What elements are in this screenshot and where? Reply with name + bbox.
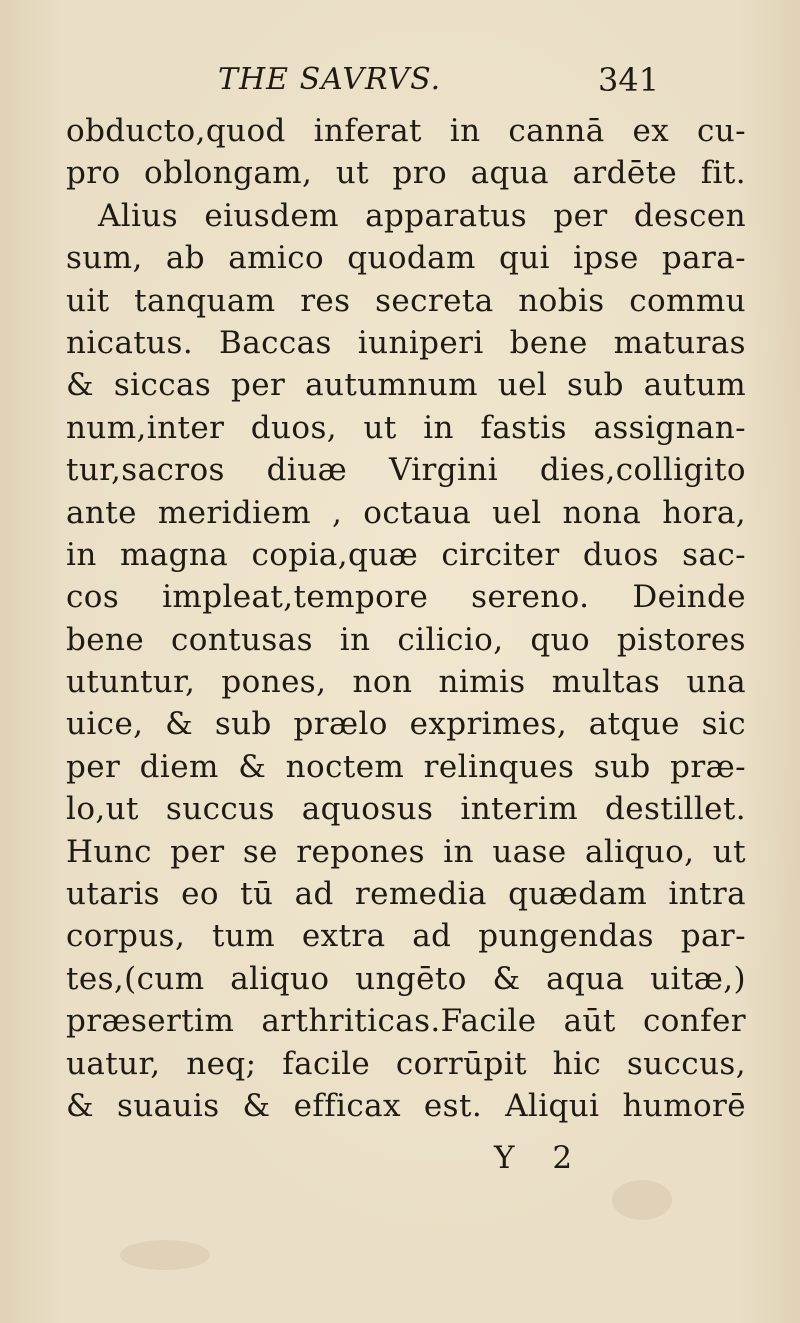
- text-line: bene contusas in cilicio, quo pistores: [66, 621, 746, 658]
- text-line: Hunc per se repones in uase aliquo, ut: [66, 833, 746, 870]
- text-line: uice, & sub prælo exprimes, atque sic: [66, 706, 746, 743]
- signature-mark: Y 2: [494, 1140, 587, 1176]
- text-line: uatur, neq; facile corrūpit hic succus,: [66, 1045, 746, 1082]
- page-number: 341: [598, 61, 660, 99]
- text-line: & siccas per autumnum uel sub autum: [66, 367, 746, 404]
- text-line: ante meridiem , octaua uel nona hora,: [66, 494, 746, 531]
- page-header: [0, 62, 800, 102]
- paper-stain: [612, 1180, 672, 1220]
- text-line: tes,(cum aliquo ungēto & aqua uitæ,): [66, 960, 746, 997]
- text-line: uit tanquam res secreta nobis commu: [66, 282, 746, 319]
- text-line: præsertim arthriticas.Facile aūt confer: [66, 1003, 746, 1040]
- text-line: sum, ab amico quodam qui ipse para-: [66, 240, 746, 277]
- text-line: utuntur, pones, non nimis multas una: [66, 664, 746, 701]
- text-line: Alius eiusdem apparatus per descen: [98, 197, 746, 234]
- text-line: lo,ut succus aquosus interim destillet.: [66, 791, 746, 828]
- text-line: obducto,quod inferat in cannā ex cu-: [66, 113, 746, 149]
- text-line: cos impleat,tempore sereno. Deinde: [66, 579, 746, 616]
- text-line: utaris eo tū ad remedia quædam intra: [66, 876, 746, 913]
- text-line: per diem & noctem relinques sub præ-: [66, 748, 746, 785]
- text-line: corpus, tum extra ad pungendas par-: [66, 918, 746, 955]
- text-line: in magna copia,quæ circiter duos sac-: [66, 536, 746, 573]
- body-text: [66, 110, 746, 1127]
- text-line: tur,sacros diuæ Virgini dies,colligito: [66, 452, 746, 489]
- text-line: pro oblongam, ut pro aqua ardēte fit.: [66, 155, 746, 192]
- text-line: nicatus. Baccas iuniperi bene maturas: [66, 324, 746, 361]
- running-title: THE SAVRVS.: [218, 62, 442, 97]
- text-line: & suauis & efficax est. Aliqui humorē: [66, 1087, 746, 1124]
- text-line: num,inter duos, ut in fastis assignan-: [66, 409, 746, 446]
- paper-stain: [120, 1240, 210, 1270]
